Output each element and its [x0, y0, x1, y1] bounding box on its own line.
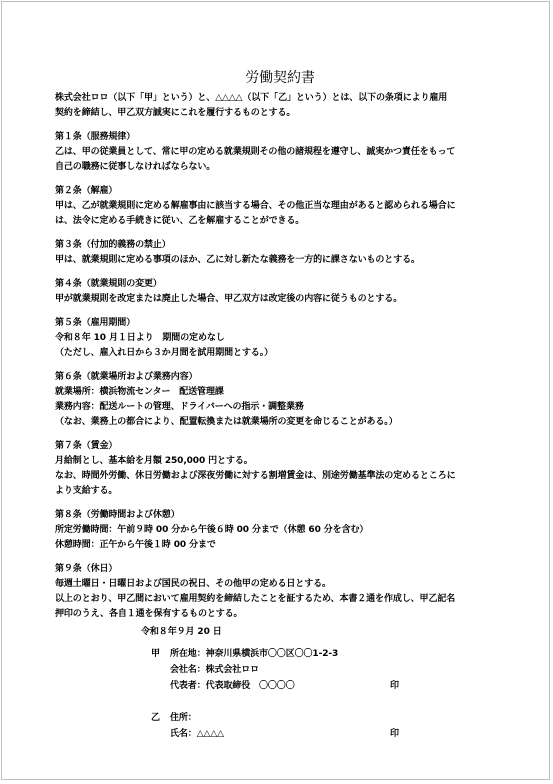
article-line: 業務内容：配送ルートの管理、ドライバーへの指示・調整業務 [55, 402, 304, 412]
article-line: は、法令に定める手続きに従い、乙を解雇することができる。 [55, 216, 305, 226]
article-line: 毎週土曜日・日曜日および国民の祝日、その他甲の定める日とする。 [55, 579, 331, 589]
document-body [55, 2, 505, 742]
party-a-representative-row [151, 678, 505, 694]
article-heading: 第４条（就業規則の変更） [55, 279, 162, 289]
party-a-block [151, 646, 505, 694]
article-4 [55, 277, 505, 307]
article-line: 甲は、乙が就業規則に定める解雇事由に該当する場合、その他正当な理由があると認められる場合に [55, 201, 456, 211]
article-heading: 第２条（解雇） [55, 186, 118, 196]
article-line: 令和８年 10 月１日より 期間の定めなし [55, 333, 225, 343]
party-b-address-row [151, 710, 505, 726]
party-b-address: 住所： [170, 713, 197, 723]
article-heading: 第３条（付加的義務の禁止） [55, 240, 171, 250]
article-line: 甲が就業規則を改定または廃止した場合、甲乙双方は改定後の内容に従うものとする。 [55, 294, 403, 304]
article-line: 自己の職務に従事しなければならない。 [55, 162, 216, 172]
article-heading: 第５条（雇用期間） [55, 318, 136, 328]
article-9 [55, 562, 505, 622]
article-heading: 第１条（服務規律） [55, 132, 136, 142]
article-heading: 第６条（就業場所および業務内容） [55, 372, 198, 382]
party-b-mark: 乙 [151, 713, 160, 723]
article-line: 押印のうえ、各自１通を保有するものとする。 [55, 609, 243, 619]
article-1 [55, 130, 505, 175]
article-heading: 第７条（賃金） [55, 441, 118, 451]
party-a-mark: 甲 [151, 649, 160, 659]
party-b-name: 氏名：△△△△ [170, 729, 224, 739]
party-a-representative: 代表者：代表取締役 〇〇〇〇 [170, 681, 295, 691]
article-line: なお、時間外労働、休日労働および深夜労働に対する割増賃金は、別途労働基準法の定めるところに [55, 471, 456, 481]
article-line: より支給する。 [55, 486, 118, 496]
party-b-name-row [151, 726, 505, 742]
article-3 [55, 238, 505, 268]
document-title: 労働契約書 [245, 70, 315, 86]
party-a-company-row [151, 662, 505, 678]
article-line: 以上のとおり、甲乙間において雇用契約を締結したことを証するため、本書２通を作成し、甲乙記名 [55, 594, 456, 604]
article-line: 月給制とし、基本給を月額 250,000 円とする。 [55, 456, 253, 466]
article-line: 休憩時間：正午から午後１時 00 分まで [55, 540, 216, 550]
article-line: 所定労働時間：午前９時 00 分から午後６時 00 分まで（休憩 60 分を含む） [55, 525, 369, 535]
article-5 [55, 316, 505, 361]
contract-date: 令和８年９月 20 日 [141, 627, 222, 637]
article-7 [55, 439, 505, 499]
article-8 [55, 508, 505, 553]
party-a-address: 所在地：神奈川県横浜市〇〇区〇〇1-2-3 [170, 649, 339, 659]
party-a-seal: 印 [390, 681, 399, 691]
article-6 [55, 370, 505, 430]
article-heading: 第８条（労働時間および休憩） [55, 510, 180, 520]
intro-line: 株式会社ロロ（以下「甲」という）と、△△△△（以下「乙」という）とは、以下の条項により雇用 [55, 93, 448, 103]
party-a-address-row [151, 646, 505, 662]
intro-line: 契約を締結し、甲乙双方誠実にこれを履行するものとする。 [55, 108, 296, 118]
party-b-block [151, 710, 505, 742]
party-b-seal: 印 [390, 729, 399, 739]
party-a-company: 会社名：株式会社ロロ [170, 665, 260, 675]
article-line: 就業場所：横浜物流センター 配送管理課 [55, 387, 224, 397]
article-heading: 第９条（休日） [55, 564, 118, 574]
article-line: （ただし、雇入れ日から３か月間を試用期間とする。） [55, 348, 274, 358]
intro-paragraph [55, 91, 505, 121]
document-page [1, 1, 550, 780]
article-line: （なお、業務上の都合により、配置転換または就業場所の変更を命じることがある。） [55, 417, 398, 427]
article-line: 乙は、甲の従業員として、常に甲の定める就業規則その他の諸規程を遵守し、誠実かつ責任をもって [55, 147, 456, 157]
article-line: 甲は、就業規則に定める事項のほか、乙に対し新たな義務を一方的に課さないものとする。 [55, 255, 420, 265]
article-2 [55, 184, 505, 229]
